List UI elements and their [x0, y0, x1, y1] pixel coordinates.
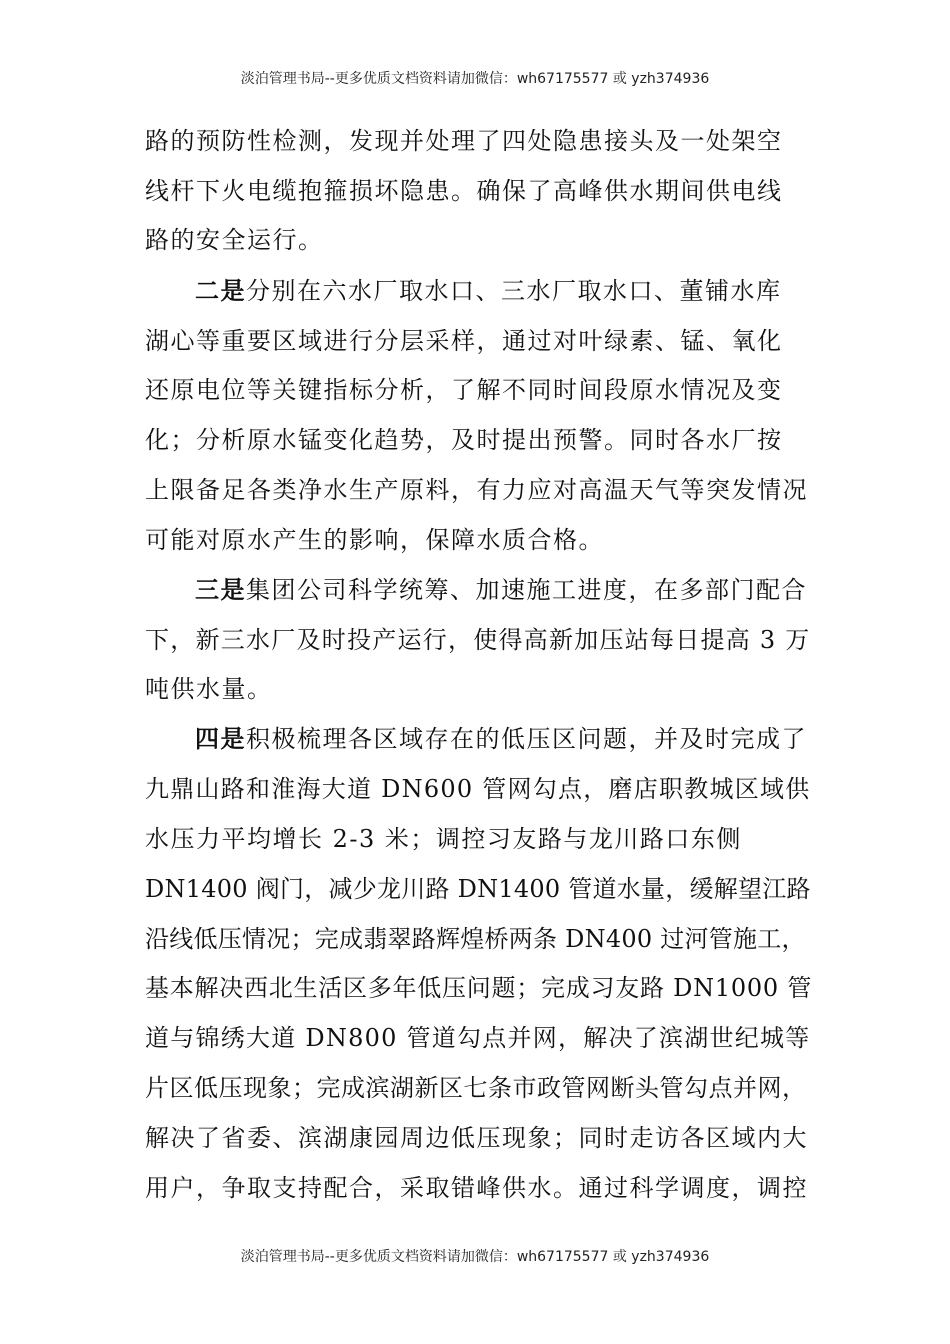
body-line: 积极梳理各区域存在的低压区问题，并及时完成了: [246, 725, 807, 753]
body-line: 水压力平均增长 2-3 米；调控习友路与龙川路口东侧: [145, 825, 742, 853]
paragraph-first-line: [195, 575, 807, 605]
body-line: 路的预防性检测，发现并处理了四处隐患接头及一处架空: [145, 127, 783, 155]
body-line: 还原电位等关键指标分析，了解不同时间段原水情况及变: [145, 376, 783, 404]
paragraph-first-line: [195, 276, 782, 306]
body-line: 基本解决西北生活区多年低压问题；完成习友路 DN1000 管: [145, 974, 813, 1002]
page-footer: 淡泊管理书局--更多优质文档资料请加微信：wh67175577 或 yzh374936: [240, 1249, 710, 1265]
paragraph-lead: 三是: [195, 575, 246, 604]
paragraph-lead: 二是: [195, 276, 246, 305]
body-line: DN1400 阀门，减少龙川路 DN1400 管道水量，缓解望江路: [145, 875, 811, 903]
body-line: 九鼎山路和淮海大道 DN600 管网勾点，磨店职教城区域供: [145, 775, 811, 803]
page-header: 淡泊管理书局--更多优质文档资料请加微信：wh67175577 或 yzh374936: [240, 71, 710, 87]
body-line: 路的安全运行。: [145, 226, 324, 254]
body-line: 道与锦绣大道 DN800 管道勾点并网，解决了滨湖世纪城等: [145, 1024, 811, 1052]
paragraph-first-line: [195, 724, 807, 754]
body-line: 可能对原水产生的影响，保障水质合格。: [145, 526, 604, 554]
paragraph-lead: 四是: [195, 724, 246, 753]
body-line: 下，新三水厂及时投产运行，使得高新加压站每日提高 3 万: [145, 626, 811, 654]
body-line: 分别在六水厂取水口、三水厂取水口、董铺水库: [246, 277, 782, 305]
body-line: 线杆下火电缆抱箍损坏隐患。确保了高峰供水期间供电线: [145, 177, 783, 205]
body-line: 用户，争取支持配合，采取错峰供水。通过科学调度，调控: [145, 1174, 808, 1202]
body-line: 化；分析原水锰变化趋势，及时提出预警。同时各水厂按: [145, 426, 783, 454]
body-line: 片区低压现象；完成滨湖新区七条市政管网断头管勾点并网，: [145, 1074, 807, 1102]
body-line: 吨供水量。: [145, 675, 273, 703]
body-line: 湖心等重要区域进行分层采样，通过对叶绿素、锰、氧化: [145, 327, 783, 355]
body-line: 沿线低压情况；完成翡翠路辉煌桥两条 DN400 过河管施工，: [145, 925, 806, 953]
body-line: 解决了省委、滨湖康园周边低压现象；同时走访各区域内大: [145, 1124, 808, 1152]
body-line: 上限备足各类净水生产原料，有力应对高温天气等突发情况: [145, 476, 808, 504]
body-line: 集团公司科学统筹、加速施工进度，在多部门配合: [246, 576, 807, 604]
